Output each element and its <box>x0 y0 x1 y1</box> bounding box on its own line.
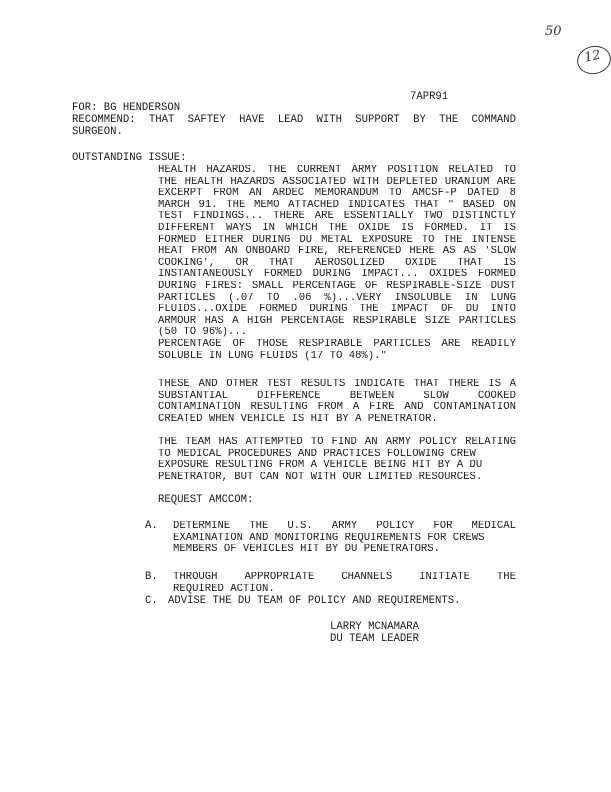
request-heading: REQUEST AMCCOM: <box>158 494 254 506</box>
paragraph-health-hazards <box>158 165 516 362</box>
request-a-line: DETERMINE THE U.S. ARMY POLICY FOR MEDICAL <box>173 521 516 532</box>
request-a-line: EXAMINATION AND MONITORING REQUIREMENTS FOR CREWS <box>173 532 485 544</box>
request-marker-a: A. <box>145 520 158 532</box>
request-a-line: MEMBERS OF VEHICLES HIT BY DU PENETRATORS. <box>173 544 441 556</box>
paragraph1-line: TEST FINDINGS... THERE ARE ESSENTIALLY TWO DISTINCTLY <box>158 211 516 223</box>
handwritten-page-number: 50 <box>545 24 562 39</box>
for-line: FOR: BG HENDERSON <box>72 102 181 114</box>
circled-number-text: 12 <box>582 47 603 66</box>
paragraph-test-results <box>158 379 516 425</box>
paragraph1-line: PERCENTAGE OF THOSE RESPIRABLE PARTICLES ARE READILY <box>158 338 516 350</box>
recommend-line-2: SURGEON. <box>72 126 123 138</box>
request-b-line: THROUGH APPROPRIATE CHANNELS INITIATE THE <box>173 572 516 583</box>
paragraph-army-policy <box>158 437 516 483</box>
request-c-line: ADVISE THE DU TEAM OF POLICY AND REQUIREMENTS. <box>168 595 461 607</box>
paragraph1-line: THE HEALTH HAZARDS ASSOCIATED WITH DEPLETED URANIUM ARE <box>158 176 516 188</box>
paragraph1-line: HEALTH HAZARDS. THE CURRENT ARMY POSITION RELATED TO <box>158 165 516 176</box>
paragraph1-line: EXCERPT FROM AN ARDEC MEMORANDUM TO AMCSF-P DATED 8 <box>158 188 516 200</box>
paragraph2-line: CREATED WHEN VEHICLE IS HIT BY A PENETRATOR. <box>158 413 438 425</box>
request-b-text <box>173 572 516 595</box>
paragraph1-line: SOLUBLE IN LUNG FLUIDS (17 TO 48%)." <box>158 350 387 362</box>
paragraph2-line: SUBSTANTIAL DIFFERENCE BETWEEN SLOW COOKED <box>158 390 516 402</box>
request-b-line: REQUIRED ACTION. <box>173 583 275 595</box>
outstanding-issue-heading: OUTSTANDING ISSUE: <box>72 152 187 164</box>
paragraph3-line: TO MEDICAL PROCEDURES AND PRACTICES FOLLOWING CREW <box>158 448 476 460</box>
memo-date: 7APR91 <box>410 91 449 103</box>
paragraph1-line: ARMOUR HAS A HIGH PERCENTAGE RESPIRABLE SIZE PARTICLES <box>158 315 516 327</box>
circled-number-annotation <box>574 43 611 77</box>
signature-name: LARRY MCNAMARA <box>330 621 420 633</box>
paragraph3-line: EXPOSURE RESULTING FROM A VEHICLE BEING HIT BY A DU <box>158 460 483 472</box>
paragraph1-line: (50 TO 96%)... <box>158 327 248 339</box>
paragraph3-line: THE TEAM HAS ATTEMPTED TO FIND AN ARMY POLICY RELATING <box>158 437 516 448</box>
paragraph1-line: INSTANTANEOUSLY FORMED DURING IMPACT... OXIDES FORMED <box>158 269 516 281</box>
paragraph1-line: DURING FIRES: SMALL PERCENTAGE OF RESPIRABLE-SIZE DUST <box>158 280 516 292</box>
paragraph1-line: MARCH 91. THE MEMO ATTACHED INDICATES THAT " BASED ON <box>158 199 516 211</box>
paragraph1-line: FORMED EITHER DURING DU METAL EXPOSURE TO THE INTENSE <box>158 234 516 246</box>
request-a-text <box>173 521 516 556</box>
paragraph3-line: PENETRATOR, BUT CAN NOT WITH OUR LIMITED RESOURCES. <box>158 471 483 483</box>
paragraph1-line: COOKING', OR THAT AEROSOLIZED OXIDE THAT IS <box>158 257 516 269</box>
paragraph1-line: DIFFERENT WAYS IN WHICH THE OXIDE IS FORMED. IT IS <box>158 222 516 234</box>
paragraph2-line: THESE AND OTHER TEST RESULTS INDICATE THAT THERE IS A <box>158 379 516 390</box>
paragraph1-line: FLUIDS...OXIDE FORMED DURING THE IMPACT OF DU INTO <box>158 304 516 316</box>
request-marker-b: B. <box>145 571 158 583</box>
paragraph1-line: HEAT FROM AN ONBOARD FIRE, REFERENCED HERE AS AS 'SLOW <box>158 246 516 258</box>
request-marker-c: C. <box>145 595 158 607</box>
paragraph2-line: CONTAMINATION RESULTING FROM A FIRE AND CONTAMINATION <box>158 402 516 414</box>
signature-title: DU TEAM LEADER <box>330 633 420 645</box>
paragraph1-line: PARTICLES (.07 TO .06 %)...VERY INSOLUBLE IN LUNG <box>158 292 516 304</box>
recommend-line-1: RECOMMEND: THAT SAFTEY HAVE LEAD WITH SUPPORT BY THE COMMAND <box>72 114 516 126</box>
